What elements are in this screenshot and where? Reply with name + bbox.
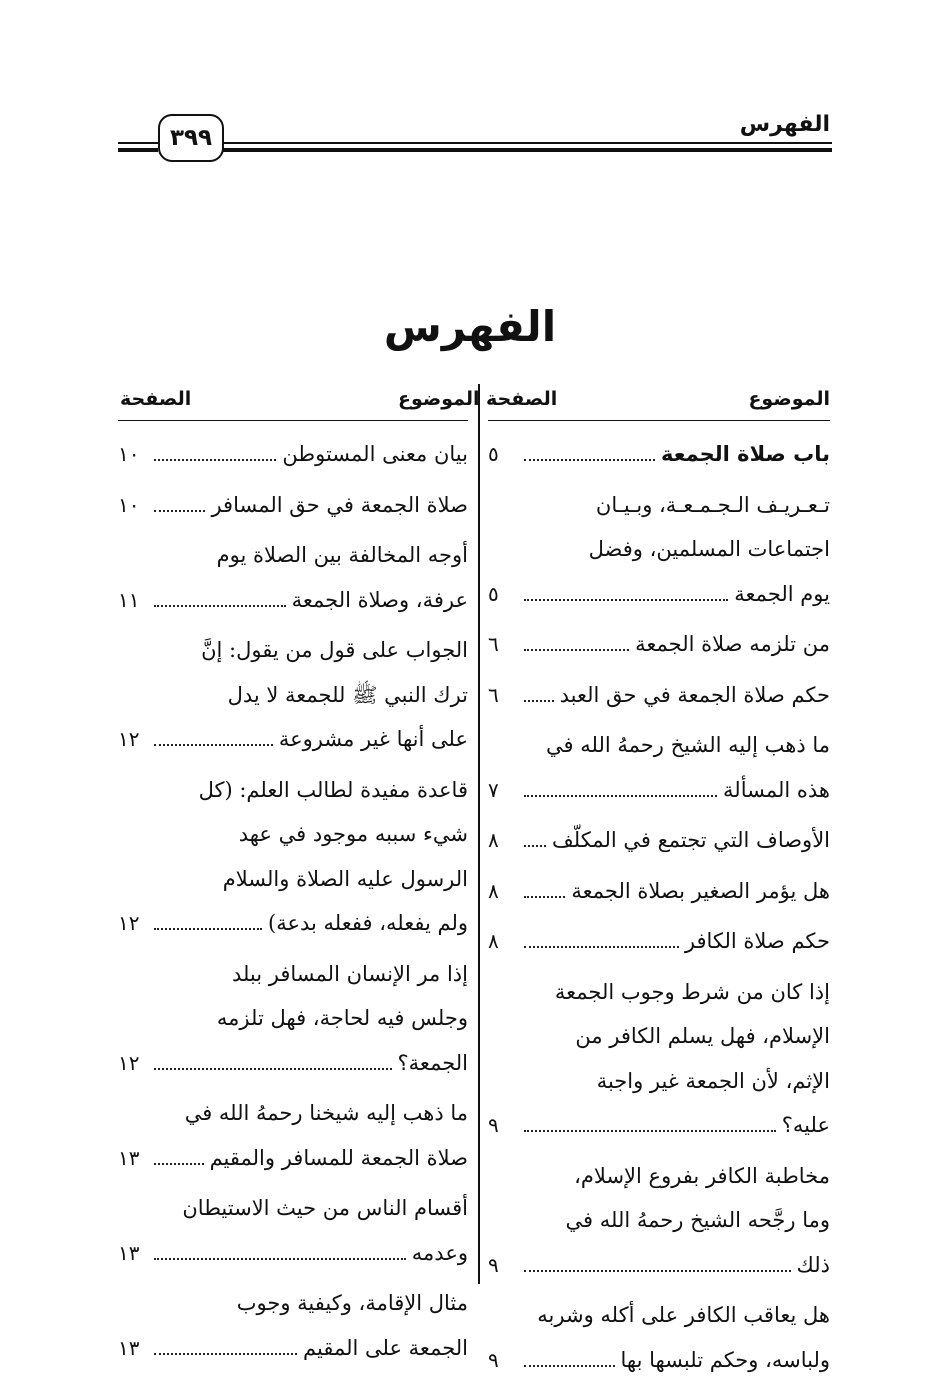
index-entry	[118, 533, 468, 622]
index-entry	[118, 1091, 468, 1180]
leader-dots	[524, 1130, 776, 1132]
entry-page-number: ٨	[488, 878, 499, 903]
entry-page-number: ٦	[488, 682, 499, 707]
entry-page-number: ٥	[488, 581, 499, 606]
entry-text: الإسلام، فهل يسلم الكافر من	[575, 1024, 830, 1048]
leader-dots	[154, 928, 262, 930]
leader-dots	[154, 605, 286, 607]
left-header-underline	[118, 420, 468, 421]
entry-text: على أنها غير مشروعة	[278, 727, 468, 751]
running-title: الفهرس	[739, 112, 830, 137]
entry-text: مخاطبة الكافر بفروع الإسلام،	[574, 1163, 830, 1188]
header-rule-thick	[222, 148, 832, 156]
entry-text: صلاة الجمعة للمسافر والمقيم	[209, 1145, 468, 1170]
entry-text: حكم صلاة الكافر	[684, 929, 830, 953]
entry-text: عليه؟	[781, 1113, 830, 1137]
entry-text: هل يعاقب الكافر على أكله وشربه	[537, 1303, 830, 1327]
index-entry	[488, 673, 830, 718]
leader-dots	[524, 1365, 615, 1367]
left-index-column	[118, 432, 468, 1376]
entry-text: وعدمه	[411, 1240, 468, 1265]
leader-dots	[524, 649, 629, 651]
leader-dots	[524, 1270, 791, 1272]
header-rule-left	[118, 142, 158, 146]
entry-page-number: ١٢	[118, 911, 140, 935]
entry-text: مثال الإقامة، وكيفية وجوب	[236, 1291, 468, 1315]
column-divider	[478, 384, 480, 1284]
entry-text: إذا كان من شرط وجوب الجمعة	[554, 979, 830, 1004]
leader-dots	[524, 896, 565, 898]
entry-text: هذه المسألة	[723, 777, 830, 802]
leader-dots	[154, 510, 205, 512]
entry-text: الجمعة على المقيم	[303, 1335, 468, 1360]
entry-page-number: ٦	[488, 632, 499, 656]
entry-page-number: ١٢	[118, 727, 140, 751]
entry-text: باب صلاة الجمعة	[660, 442, 830, 466]
entry-text: الإثم، لأن الجمعة غير واجبة	[596, 1068, 830, 1093]
header-rule	[222, 142, 832, 146]
entry-text: هل يؤمر الصغير بصلاة الجمعة	[571, 878, 830, 903]
entry-page-number: ٩	[488, 1252, 499, 1277]
index-entry	[488, 1154, 830, 1288]
index-entry	[488, 622, 830, 667]
index-title: الفهرس	[383, 302, 557, 351]
entry-page-number: ٥	[488, 442, 499, 466]
index-entry	[118, 483, 468, 528]
entry-text: ما ذهب إليه شيخنا رحمهُ الله في	[184, 1101, 468, 1125]
index-entry	[118, 768, 468, 946]
page-number: ٣٩٩	[158, 114, 224, 162]
entry-text: يوم الجمعة	[734, 581, 830, 606]
entry-text: الجواب على قول من يقول: إنَّ	[201, 638, 468, 662]
entry-page-number: ١٠	[118, 442, 140, 466]
entry-text: إذا مر الإنسان المسافر ببلد	[231, 961, 468, 986]
left-topic-header: الموضوع	[398, 388, 480, 410]
leader-dots	[524, 700, 554, 702]
leader-dots	[154, 1163, 204, 1165]
entry-page-number: ١٢	[118, 1050, 140, 1075]
leader-dots	[524, 459, 655, 461]
leader-dots	[154, 1353, 297, 1355]
entry-text: وما رجَّحه الشيخ رحمهُ الله في	[565, 1208, 830, 1232]
entry-page-number: ١٣	[118, 1145, 140, 1170]
entry-text: ترك النبي ﷺ للجمعة لا يدل	[227, 682, 468, 707]
header-rule-left-thick	[118, 148, 158, 156]
entry-page-number: ١٣	[118, 1240, 140, 1265]
entry-text: ولباسه، وحكم تلبسها بها	[620, 1347, 830, 1372]
entry-page-number: ٧	[488, 777, 499, 802]
right-index-column	[488, 432, 830, 1388]
entry-page-number: ١٣	[118, 1335, 140, 1360]
leader-dots	[524, 946, 679, 948]
entry-page-number: ١١	[118, 587, 140, 612]
entry-page-number: ١٠	[118, 492, 140, 517]
right-topic-header: الموضوع	[748, 388, 830, 410]
entry-text: صلاة الجمعة في حق المسافر	[211, 492, 468, 517]
entry-text: ذلك	[796, 1252, 830, 1277]
index-entry	[488, 818, 830, 863]
index-entry	[488, 1293, 830, 1382]
index-entry	[118, 1281, 468, 1370]
index-entry	[118, 1186, 468, 1275]
leader-dots	[154, 1258, 406, 1260]
entry-text: عرفة، وصلاة الجمعة	[291, 587, 468, 612]
entry-text: تـعـريـف الـجـمـعـة، وبـيـان	[595, 492, 830, 517]
index-entry	[118, 628, 468, 762]
leader-dots	[154, 459, 276, 461]
entry-text: بيان معنى المستوطن	[282, 442, 468, 466]
index-entry	[488, 919, 830, 964]
right-header-underline	[488, 420, 830, 421]
left-page-header: الصفحة	[120, 388, 192, 410]
entry-page-number: ٨	[488, 929, 499, 953]
leader-dots	[524, 599, 728, 601]
entry-text: من تلزمه صلاة الجمعة	[635, 632, 830, 656]
entry-text: حكم صلاة الجمعة في حق العبد	[559, 682, 830, 707]
leader-dots	[524, 795, 717, 797]
index-entry	[488, 970, 830, 1148]
entry-text: شيء سببه موجود في عهد	[238, 822, 468, 846]
entry-text: اجتماعات المسلمين، وفضل	[588, 537, 830, 561]
right-page-header: الصفحة	[486, 388, 558, 410]
index-entry	[118, 952, 468, 1086]
entry-text: الجمعة؟	[397, 1050, 468, 1075]
leader-dots	[154, 1068, 392, 1070]
entry-text: ما ذهب إليه الشيخ رحمهُ الله في	[546, 733, 830, 757]
index-entry	[488, 432, 830, 477]
entry-text: أوجه المخالفة بين الصلاة يوم	[216, 543, 468, 567]
entry-text: الأوصاف التي تجتمع في المكلّف	[552, 828, 830, 852]
entry-text: أقسام الناس من حيث الاستيطان	[182, 1196, 468, 1220]
entry-page-number: ٩	[488, 1113, 499, 1137]
entry-page-number: ٨	[488, 828, 499, 852]
index-entry	[488, 483, 830, 617]
entry-page-number: ٩	[488, 1347, 499, 1372]
index-entry	[488, 869, 830, 914]
index-entry	[488, 723, 830, 812]
index-entry	[118, 432, 468, 477]
entry-text: ولم يفعله، ففعله بدعة)	[268, 911, 468, 935]
entry-text: الرسول عليه الصلاة والسلام	[222, 866, 468, 891]
leader-dots	[154, 744, 273, 746]
entry-text: قاعدة مفيدة لطالب العلم: (كل	[198, 777, 468, 802]
leader-dots	[524, 845, 546, 847]
entry-text: وجلس فيه لحاجة، فهل تلزمه	[216, 1006, 468, 1030]
